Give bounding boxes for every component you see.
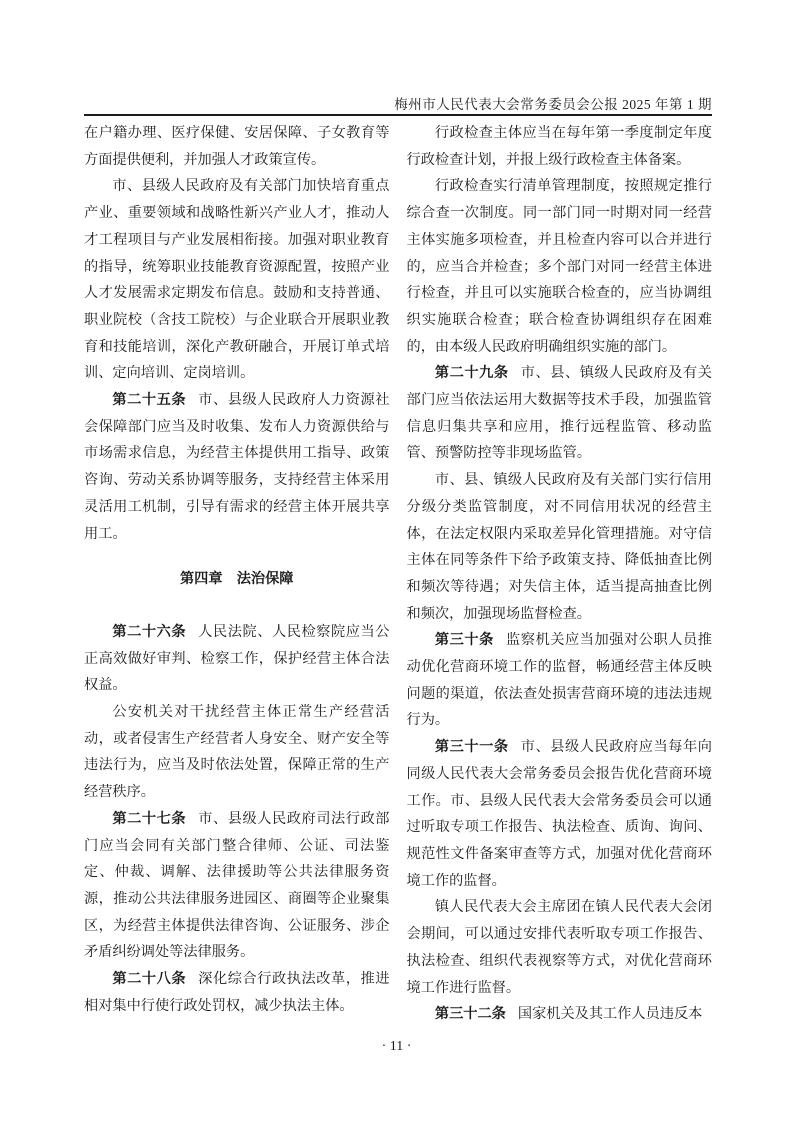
header-divider: [84, 114, 712, 116]
page-header-title: 梅州市人民代表大会常务委员会公报 2025 年第 1 期: [394, 97, 712, 112]
paragraph: 行政检查主体应当在每年第一季度制定年度行政检查计划，并报上级行政检查主体备案。: [406, 125, 712, 168]
paragraph: 第二十七条 市、县级人民政府司法行政部门应当会同有关部门整合律师、公证、司法鉴定、仲裁、调解、法律援助等公共法律服务资源，推动公共法律服务进园区、商圈等企业聚集区，为经营主体提供法律咨询、公证服务、涉企矛盾纠纷调处等法律服务。: [84, 810, 390, 961]
article-number: 第三十条: [434, 632, 494, 649]
article-number: 第三十二条: [434, 1006, 506, 1023]
paragraph: 市、县级人民政府及有关部门加快培育重点产业、重要领域和战略性新兴产业人才，推动人才工程项目与产业发展相衔接。加强对职业教育的指导，统筹职业技能教育资源配置，按照产业人才发展需求定期发布信息。鼓励和支持普通、职业院校（含技工院校）与企业联合开展职业教育和技能培训，深化产教研融合，开展订单式培训、定向培训、定岗培训。: [84, 178, 390, 382]
column-right: [407, 120, 713, 1028]
paragraph: 第三十条 监察机关应当加强对公职人员推动优化营商环境工作的监督，畅通经营主体反映问题的渠道，依法查处损害营商环境的违法违规行为。: [406, 632, 712, 729]
paragraph: 市、县、镇级人民政府及有关部门实行信用分级分类监管制度，对不同信用状况的经营主体，在法定权限内采取差异化管理措施。对守信主体在同等条件下给予政策支持、降低抽查比例和频次等待遇；对失信主体，适当提高抽查比例和频次，加强现场监督检查。: [406, 472, 712, 622]
paragraph: 第二十五条 市、县级人民政府人力资源社会保障部门应当及时收集、发布人力资源供给与市场需求信息，为经营主体提供用工指导、政策咨询、劳动关系协调等服务，支持经营主体采用灵活用工机制，引导有需求的经营主体开展共享用工。: [84, 392, 390, 542]
paragraph: 第二十六条 人民法院、人民检察院应当公正高效做好审判、检察工作，保护经营主体合法权益。: [84, 623, 390, 694]
paragraph: 公安机关对干扰经营主体正常生产经营活动，或者侵害生产经营者人身安全、财产安全等违法行为，应当及时依法处置，保障正常的生产经营秩序。: [84, 704, 390, 801]
article-number: 第二十六条: [112, 623, 187, 640]
paragraph: 第二十八条 深化综合行政执法改革，推进相对集中行使行政处罚权，减少执法主体。: [84, 971, 390, 1014]
paragraph: 镇人民代表大会主席团在镇人民代表大会闭会期间，可以通过安排代表听取专项工作报告、执法检查、组织代表视察等方式，对优化营商环境工作进行监督。: [406, 899, 712, 996]
page-number: · 11 ·: [381, 1039, 412, 1054]
article-number: 第二十五条: [112, 392, 187, 409]
chapter-heading: 第四章 法治保障: [179, 571, 294, 588]
paragraph: 第三十二条 国家机关及其工作人员违反本: [434, 1006, 703, 1023]
article-number: 第二十八条: [112, 971, 187, 988]
paragraph: 行政检查实行清单管理制度，按照规定推行综合查一次制度。同一部门同一时期对同一经营主体实施多项检查，并且检查内容可以合并进行的，应当合并检查；多个部门对同一经营主体进行检查，并且可以实施联合检查的，应当协调组织实施联合检查；联合检查协调组织存在困难的，由本级人民政府明确组织实施的部门。: [406, 178, 712, 355]
article-number: 第三十一条: [434, 739, 509, 756]
paragraph: 第三十一条 市、县级人民政府应当每年向同级人民代表大会常务委员会报告优化营商环境工作。市、县级人民代表大会常务委员会可以通过听取专项工作报告、执法检查、质询、询问、规范性文件备案审查等方式，加强对优化营商环境工作的监督。: [406, 739, 712, 889]
paragraph: 第二十九条 市、县、镇级人民政府及有关部门应当依法运用大数据等技术手段，加强监管信息归集共享和应用，推行远程监管、移动监管、预警防控等非现场监管。: [406, 365, 712, 462]
body-columns: [84, 120, 712, 1028]
column-left: [84, 120, 390, 1028]
article-number: 第二十九条: [434, 365, 509, 382]
paragraph: 在户籍办理、医疗保健、安居保障、子女教育等方面提供便利，并加强人才政策宣传。: [84, 125, 390, 168]
article-number: 第二十七条: [112, 810, 187, 827]
